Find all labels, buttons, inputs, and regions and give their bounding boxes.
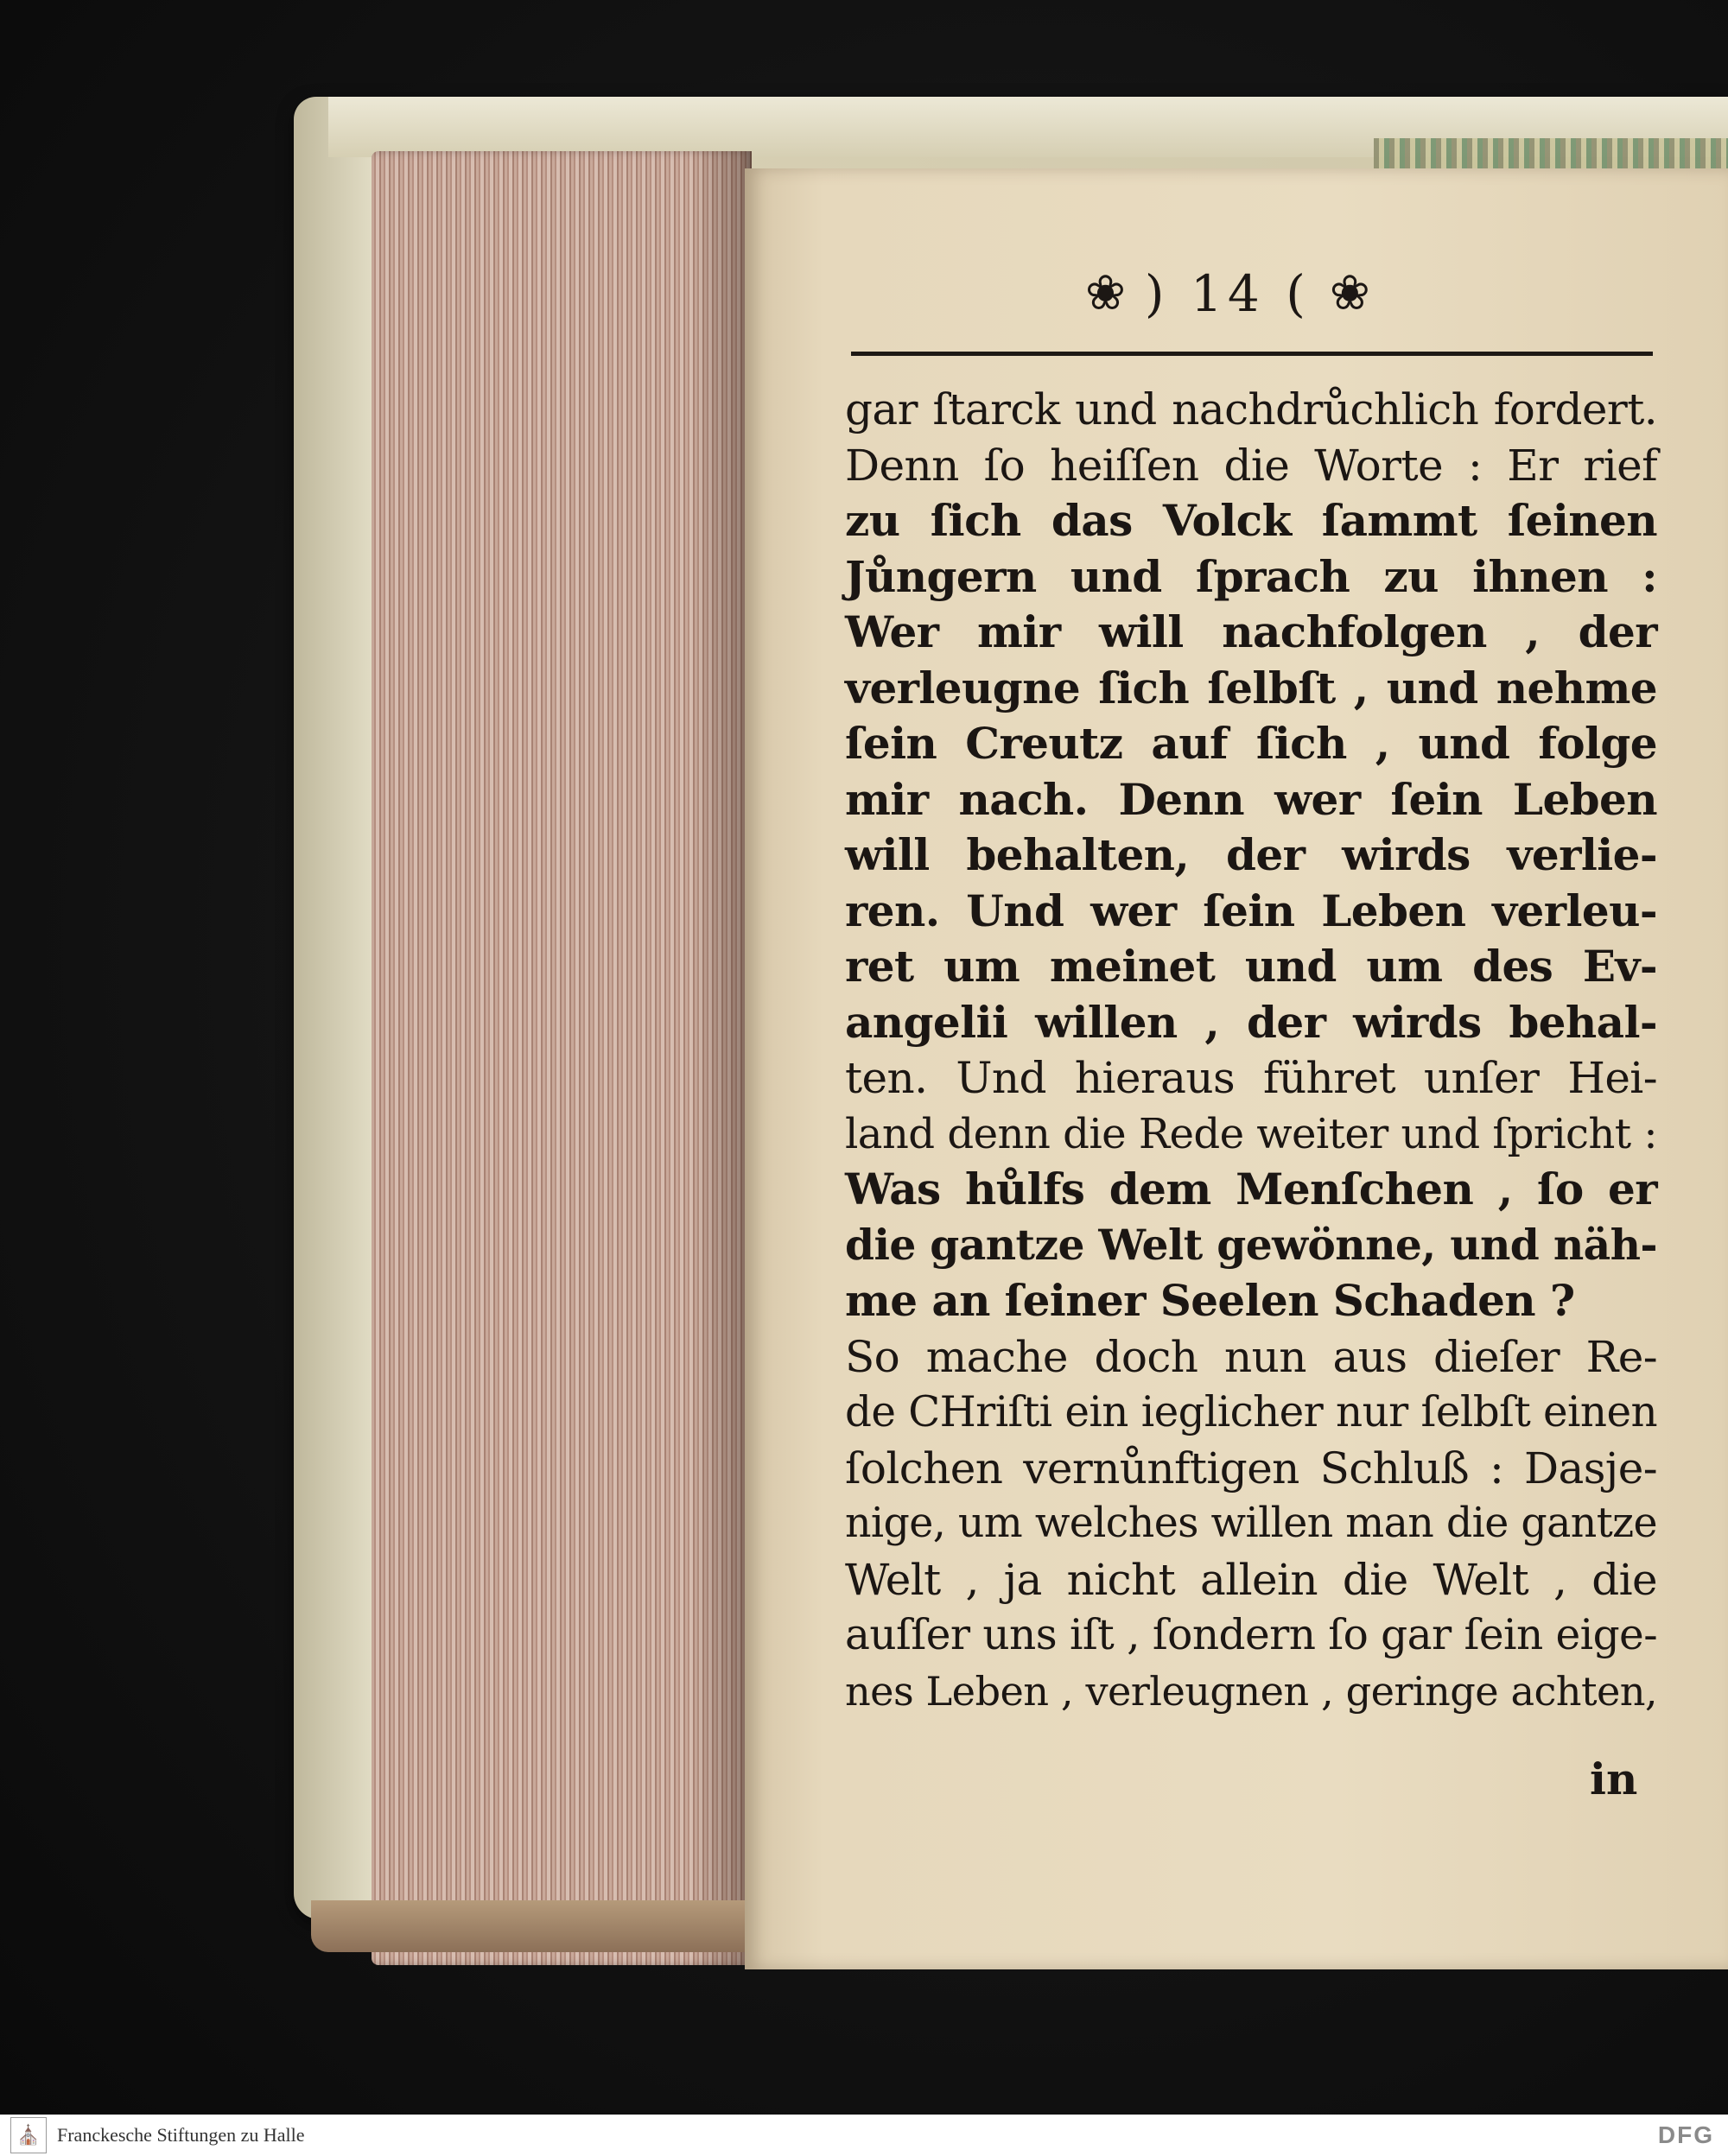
text-line: verleugne ſich ſelbſt , und nehme: [845, 662, 1657, 713]
text-line: So mache doch nun aus dieſer Re-: [845, 1331, 1657, 1382]
text-line: ret um meinet und um des Ev-: [845, 941, 1657, 992]
text-line: gar ſtarck und nachdrůchlich fordert.: [845, 384, 1657, 434]
institution-logo-icon: ⛪: [10, 2117, 47, 2153]
text-line: me an ſeiner Seelen Schaden ?: [845, 1275, 1575, 1326]
text-line: will behalten, der wirds verlie-: [845, 829, 1657, 880]
text-line: Was hůlfs dem Menſchen , ſo er: [845, 1164, 1657, 1214]
ornament-right-icon: ❀: [1329, 265, 1370, 321]
text-line: auſſer uns iſt , ſondern ſo gar ſein eige-: [845, 1611, 1657, 1659]
text-line: Wer mir will nachfolgen , der: [845, 606, 1657, 657]
headband: [1374, 138, 1728, 171]
text-line: de CHriſti ein ieglicher nur ſelbſt einen: [845, 1388, 1657, 1436]
dfg-badge: DFG: [1657, 2121, 1714, 2148]
text-line: ten. Und hieraus führet unſer Hei-: [845, 1053, 1657, 1103]
catchword: in: [1590, 1753, 1638, 1804]
header-rule: [851, 352, 1653, 363]
ornament-left-icon: ❀: [1085, 265, 1126, 321]
page-text: [845, 382, 1657, 1719]
page-number: ) 14 (: [1144, 264, 1311, 323]
text-line: Denn ſo heiſſen die Worte : Er rief: [845, 440, 1657, 491]
text-line: land denn die Rede weiter und ſpricht :: [845, 1109, 1657, 1158]
text-line: nes Leben , verleugnen , geringe achten,: [845, 1667, 1657, 1715]
text-line: ren. Und wer ſein Leben verleu-: [845, 885, 1657, 936]
text-line: nige, um welches willen man die gantze: [845, 1500, 1657, 1547]
text-line: Jůngern und ſprach zu ihnen :: [845, 550, 1657, 602]
text-line: die gantze Welt gewönne, und näh-: [845, 1220, 1657, 1270]
institution-name[interactable]: Franckesche Stiftungen zu Halle: [57, 2124, 305, 2146]
text-line: Welt , ja nicht allein die Welt , die: [845, 1554, 1657, 1605]
viewer-footer: [0, 2115, 1728, 2156]
page-header: [1085, 259, 1370, 328]
text-line: angelii willen , der wirds behal-: [845, 996, 1657, 1048]
text-line: ſein Creutz auf ſich , und folge: [845, 718, 1657, 769]
text-line: ſolchen vernůnftigen Schluß : Dasje-: [845, 1443, 1657, 1493]
text-line: mir nach. Denn wer ſein Leben: [845, 773, 1657, 825]
text-line: zu ſich das Volck ſammt ſeinen: [845, 495, 1657, 546]
bottom-board: [311, 1900, 760, 1952]
gutter-shadow: [691, 151, 752, 1965]
